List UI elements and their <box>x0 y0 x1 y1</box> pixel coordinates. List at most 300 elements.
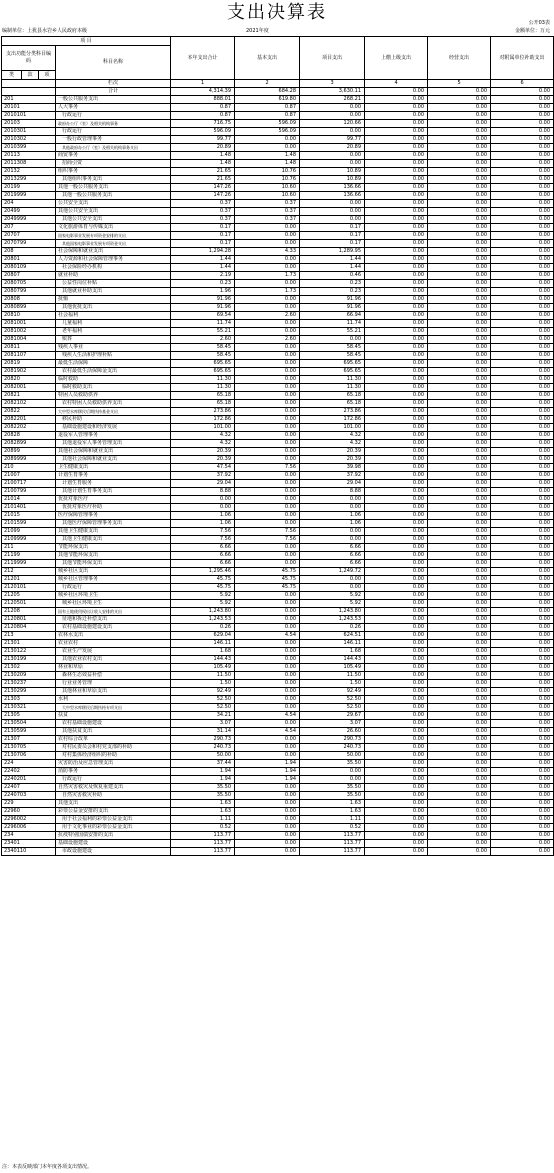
row-amount: 0.00 <box>428 848 491 856</box>
row-amount: 0.00 <box>428 160 491 168</box>
row-amount: 0.00 <box>235 608 300 616</box>
row-amount: 0.00 <box>491 616 554 624</box>
row-amount: 0.00 <box>491 600 554 608</box>
row-amount: 0.17 <box>171 240 235 248</box>
row-amount: 0.00 <box>428 592 491 600</box>
row-code: 2049999 <box>2 216 56 224</box>
row-amount: 0.00 <box>365 328 428 336</box>
row-amount: 0.00 <box>365 312 428 320</box>
row-amount: 35.50 <box>300 760 365 768</box>
row-amount: 0.00 <box>428 440 491 448</box>
row-subject: 自然灾害救灾及恢复重建支出 <box>56 784 171 792</box>
table-row <box>2 208 554 216</box>
row-amount: 26.60 <box>300 728 365 736</box>
row-amount: 5.92 <box>171 592 235 600</box>
row-code: 213 <box>2 632 56 640</box>
table-row <box>2 440 554 448</box>
row-amount: 0.00 <box>365 840 428 848</box>
row-amount: 0.00 <box>491 256 554 264</box>
row-amount: 0.00 <box>428 640 491 648</box>
row-amount: 136.66 <box>300 192 365 200</box>
row-amount: 695.65 <box>300 360 365 368</box>
row-amount: 0.00 <box>235 488 300 496</box>
row-subject: 其他政府办公厅（室）及相关机构事务支出 <box>56 144 171 152</box>
table-row <box>2 640 554 648</box>
row-amount: 0.00 <box>428 656 491 664</box>
row-amount: 20.39 <box>171 448 235 456</box>
row-amount: 0.00 <box>491 704 554 712</box>
row-amount: 0.00 <box>235 520 300 528</box>
table-row <box>2 104 554 112</box>
row-amount: 0.52 <box>300 824 365 832</box>
row-amount: 0.00 <box>365 624 428 632</box>
row-code: 2130706 <box>2 752 56 760</box>
row-amount: 0.00 <box>300 216 365 224</box>
row-code: 2120801 <box>2 616 56 624</box>
row-subject: 自然灾害救灾补助 <box>56 792 171 800</box>
table-row <box>2 832 554 840</box>
row-amount: 0.00 <box>235 848 300 856</box>
row-amount: 1.63 <box>171 800 235 808</box>
row-amount: 0.00 <box>428 552 491 560</box>
row-amount: 4.33 <box>235 248 300 256</box>
row-amount: 0.00 <box>300 104 365 112</box>
row-amount: 629.04 <box>171 632 235 640</box>
row-subject: 残疾人事业 <box>56 344 171 352</box>
row-amount: 0.00 <box>235 592 300 600</box>
row-amount: 0.00 <box>365 792 428 800</box>
table-row <box>2 152 554 160</box>
row-amount: 0.00 <box>365 576 428 584</box>
row-amount: 0.00 <box>365 272 428 280</box>
row-amount: 0.00 <box>428 672 491 680</box>
row-subject: 社会保险经办机构 <box>56 264 171 272</box>
row-code: 2089999 <box>2 456 56 464</box>
row-subject: 行政运行 <box>56 112 171 120</box>
row-amount: 0.00 <box>428 832 491 840</box>
row-amount: 0.00 <box>365 544 428 552</box>
row-amount: 0.00 <box>235 720 300 728</box>
row-subject: 行政运行 <box>56 128 171 136</box>
row-amount: 0.00 <box>491 496 554 504</box>
row-amount: 0.00 <box>365 120 428 128</box>
row-amount: 0.00 <box>300 536 365 544</box>
table-row <box>2 568 554 576</box>
row-amount: 0.00 <box>491 520 554 528</box>
row-amount: 0.37 <box>235 208 300 216</box>
row-amount: 0.00 <box>235 432 300 440</box>
row-amount: 1.63 <box>300 808 365 816</box>
row-amount: 0.00 <box>428 296 491 304</box>
row-amount: 0.00 <box>235 328 300 336</box>
row-amount: 0.00 <box>235 696 300 704</box>
row-amount: 147.26 <box>171 192 235 200</box>
row-amount: 0.00 <box>428 616 491 624</box>
header-subject-name: 科目名称 <box>56 46 171 80</box>
row-amount: 0.00 <box>491 792 554 800</box>
row-amount: 0.00 <box>428 752 491 760</box>
row-amount: 6.66 <box>171 560 235 568</box>
row-code: 23401 <box>2 840 56 848</box>
row-amount: 0.17 <box>171 232 235 240</box>
row-subject: 文化旅游体育与传媒支出 <box>56 224 171 232</box>
total-cell: 684.28 <box>235 88 300 96</box>
table-row <box>2 712 554 720</box>
row-amount: 0.00 <box>365 320 428 328</box>
row-code: 2100717 <box>2 480 56 488</box>
row-amount: 0.00 <box>235 496 300 504</box>
row-amount: 0.00 <box>235 456 300 464</box>
row-amount: 1.68 <box>171 648 235 656</box>
row-amount: 0.23 <box>171 280 235 288</box>
row-amount: 1,243.53 <box>300 616 365 624</box>
table-row <box>2 848 554 856</box>
row-code: 2019999 <box>2 192 56 200</box>
row-amount: 0.00 <box>365 352 428 360</box>
row-subject: 临时救助支出 <box>56 384 171 392</box>
header-func-code: 支出功能分类科目编码 <box>2 46 56 71</box>
row-amount: 0.00 <box>491 296 554 304</box>
row-subject: 对村集体经济组织的补助 <box>56 752 171 760</box>
row-amount: 0.00 <box>365 440 428 448</box>
row-amount: 0.00 <box>491 248 554 256</box>
table-row <box>2 496 554 504</box>
row-amount: 0.00 <box>235 240 300 248</box>
row-amount: 146.11 <box>171 640 235 648</box>
row-amount: 0.37 <box>171 208 235 216</box>
row-code: 2081902 <box>2 368 56 376</box>
row-code: 2010302 <box>2 136 56 144</box>
row-amount: 0.00 <box>365 224 428 232</box>
header-kind: 类 <box>2 71 22 80</box>
row-amount: 0.00 <box>365 368 428 376</box>
row-code: 21205 <box>2 592 56 600</box>
row-code: 2130237 <box>2 680 56 688</box>
row-subject: 优抚对象医疗 <box>56 496 171 504</box>
row-amount: 0.00 <box>235 824 300 832</box>
row-amount: 0.00 <box>491 112 554 120</box>
row-amount: 11.30 <box>171 376 235 384</box>
row-amount: 0.00 <box>235 320 300 328</box>
table-row <box>2 240 554 248</box>
row-amount: 1.48 <box>171 160 235 168</box>
row-subject: 消防事务 <box>56 768 171 776</box>
row-subject: 国家电影事业发展专项资金安排的支出 <box>56 232 171 240</box>
row-amount: 21.65 <box>171 176 235 184</box>
row-amount: 0.00 <box>491 568 554 576</box>
row-code: 20101 <box>2 104 56 112</box>
row-amount: 0.00 <box>491 128 554 136</box>
row-amount: 0.00 <box>365 344 428 352</box>
row-amount: 0.00 <box>428 528 491 536</box>
row-amount: 47.54 <box>171 464 235 472</box>
row-amount: 0.00 <box>365 232 428 240</box>
row-amount: 0.00 <box>365 800 428 808</box>
row-amount: 0.00 <box>428 688 491 696</box>
row-amount: 0.00 <box>235 808 300 816</box>
row-amount: 0.00 <box>491 648 554 656</box>
row-subject: 老年福利 <box>56 328 171 336</box>
row-subject: 政府办公厅（室）及相关机构事务 <box>56 120 171 128</box>
row-code: 22402 <box>2 768 56 776</box>
row-amount: 0.00 <box>491 464 554 472</box>
row-amount: 0.00 <box>491 320 554 328</box>
row-subject: 征地和拆迁补偿支出 <box>56 616 171 624</box>
table-row <box>2 448 554 456</box>
table-row <box>2 736 554 744</box>
table-row <box>2 216 554 224</box>
table-row <box>2 384 554 392</box>
year-label: 2021年度 <box>246 28 269 34</box>
row-amount: 0.00 <box>491 440 554 448</box>
table-row <box>2 576 554 584</box>
row-amount: 0.00 <box>365 496 428 504</box>
row-amount: 0.00 <box>365 184 428 192</box>
row-amount: 0.00 <box>491 840 554 848</box>
row-amount: 1.06 <box>300 512 365 520</box>
row-amount: 113.77 <box>171 832 235 840</box>
row-code: 20199 <box>2 184 56 192</box>
row-amount: 0.00 <box>428 432 491 440</box>
table-row <box>2 96 554 104</box>
row-amount: 1.48 <box>171 152 235 160</box>
row-amount: 0.00 <box>491 680 554 688</box>
row-amount: 0.00 <box>428 696 491 704</box>
row-amount: 0.00 <box>365 568 428 576</box>
row-amount: 0.00 <box>491 360 554 368</box>
row-amount: 0.87 <box>171 104 235 112</box>
row-amount: 0.00 <box>365 480 428 488</box>
row-amount: 0.00 <box>365 816 428 824</box>
row-amount: 0.00 <box>235 392 300 400</box>
row-amount: 6.66 <box>171 544 235 552</box>
row-code: 21099 <box>2 528 56 536</box>
row-amount: 0.00 <box>171 504 235 512</box>
row-subject: 卫生健康支出 <box>56 464 171 472</box>
header-subsidy: 对附属单位补助支出 <box>491 37 554 80</box>
row-amount: 34.21 <box>171 712 235 720</box>
row-amount: 0.00 <box>365 776 428 784</box>
table-row <box>2 408 554 416</box>
row-amount: 0.00 <box>491 656 554 664</box>
row-amount: 0.00 <box>491 544 554 552</box>
row-subject: 其他组织事务支出 <box>56 176 171 184</box>
row-amount: 0.00 <box>428 632 491 640</box>
row-amount: 0.00 <box>428 408 491 416</box>
row-amount: 0.00 <box>365 392 428 400</box>
row-amount: 1,295.46 <box>171 568 235 576</box>
row-amount: 0.00 <box>365 472 428 480</box>
col-label: 栏次 <box>56 80 171 88</box>
row-amount: 144.43 <box>300 656 365 664</box>
table-row <box>2 288 554 296</box>
row-amount: 0.00 <box>300 200 365 208</box>
row-subject: 其他公共安全支出 <box>56 208 171 216</box>
row-amount: 0.00 <box>235 784 300 792</box>
row-code: 21303 <box>2 696 56 704</box>
row-code: 20132 <box>2 168 56 176</box>
row-code: 210 <box>2 464 56 472</box>
row-amount: 0.00 <box>428 520 491 528</box>
row-amount: 0.00 <box>235 688 300 696</box>
row-amount: 1,294.28 <box>171 248 235 256</box>
header-sub: 项 <box>39 71 56 80</box>
row-amount: 0.00 <box>491 376 554 384</box>
row-amount: 0.00 <box>235 416 300 424</box>
row-code: 2130299 <box>2 688 56 696</box>
row-code: 20499 <box>2 208 56 216</box>
row-subject: 一般公共服务支出 <box>56 96 171 104</box>
row-amount: 0.00 <box>365 848 428 856</box>
row-code: 2240703 <box>2 792 56 800</box>
row-amount: 52.50 <box>171 696 235 704</box>
row-subject: 节能环保支出 <box>56 544 171 552</box>
row-amount: 1.94 <box>235 768 300 776</box>
row-amount: 0.00 <box>428 232 491 240</box>
table-row <box>2 704 554 712</box>
row-code: 211 <box>2 544 56 552</box>
row-amount: 0.00 <box>235 376 300 384</box>
row-amount: 0.00 <box>365 144 428 152</box>
row-amount: 0.17 <box>300 232 365 240</box>
row-amount: 20.89 <box>300 144 365 152</box>
row-amount: 0.00 <box>300 160 365 168</box>
row-subject: 计划生育事务 <box>56 472 171 480</box>
row-amount: 0.00 <box>428 120 491 128</box>
row-amount: 0.00 <box>235 624 300 632</box>
row-subject: 农林水支出 <box>56 632 171 640</box>
row-subject: 城乡社区支出 <box>56 568 171 576</box>
row-amount: 0.00 <box>235 640 300 648</box>
row-code: 21305 <box>2 712 56 720</box>
row-amount: 0.00 <box>235 424 300 432</box>
row-amount: 0.00 <box>235 512 300 520</box>
table-row <box>2 328 554 336</box>
row-amount: 11.74 <box>171 320 235 328</box>
row-amount: 0.00 <box>235 480 300 488</box>
row-amount: 0.00 <box>491 816 554 824</box>
row-subject: 大中型水库移民后期扶持基金支出 <box>56 408 171 416</box>
row-amount: 0.00 <box>491 552 554 560</box>
row-amount: 0.00 <box>491 512 554 520</box>
row-amount: 4.32 <box>300 440 365 448</box>
row-amount: 20.39 <box>300 448 365 456</box>
row-amount: 113.77 <box>171 840 235 848</box>
row-amount: 0.00 <box>235 600 300 608</box>
row-amount: 888.01 <box>171 96 235 104</box>
row-amount: 0.26 <box>171 624 235 632</box>
idx-4: 4 <box>365 80 428 88</box>
row-amount: 0.00 <box>365 760 428 768</box>
row-amount: 0.00 <box>235 656 300 664</box>
row-subject: 招商引资 <box>56 160 171 168</box>
row-amount: 0.00 <box>491 808 554 816</box>
row-subject: 其他就业补助支出 <box>56 288 171 296</box>
row-code: 21307 <box>2 736 56 744</box>
table-row <box>2 120 554 128</box>
row-amount: 45.75 <box>235 576 300 584</box>
row-amount: 0.00 <box>491 152 554 160</box>
row-amount: 147.26 <box>171 184 235 192</box>
table-row <box>2 504 554 512</box>
row-code: 21007 <box>2 472 56 480</box>
row-subject: 其他林业和草原支出 <box>56 688 171 696</box>
row-code: 20828 <box>2 432 56 440</box>
total-cell: 0.00 <box>428 88 491 96</box>
row-subject: 公共安全支出 <box>56 200 171 208</box>
row-amount: 45.75 <box>171 584 235 592</box>
row-amount: 1.11 <box>300 816 365 824</box>
row-amount: 0.00 <box>300 768 365 776</box>
row-subject: 优抚对象医疗补助 <box>56 504 171 512</box>
row-amount: 0.00 <box>491 424 554 432</box>
row-amount: 0.00 <box>491 416 554 424</box>
table-row <box>2 632 554 640</box>
row-amount: 4.32 <box>171 440 235 448</box>
table-row <box>2 144 554 152</box>
row-amount: 91.96 <box>171 304 235 312</box>
row-amount: 0.26 <box>300 624 365 632</box>
table-row <box>2 672 554 680</box>
row-amount: 0.00 <box>491 448 554 456</box>
row-code: 20899 <box>2 448 56 456</box>
row-amount: 0.37 <box>171 200 235 208</box>
row-code: 2013299 <box>2 176 56 184</box>
row-amount: 0.00 <box>428 128 491 136</box>
row-amount: 1.63 <box>171 808 235 816</box>
row-amount: 10.89 <box>300 176 365 184</box>
table-row <box>2 312 554 320</box>
row-amount: 3.07 <box>171 720 235 728</box>
total-cell: 3,630.11 <box>300 88 365 96</box>
row-amount: 172.86 <box>171 416 235 424</box>
row-amount: 0.00 <box>491 688 554 696</box>
table-row <box>2 664 554 672</box>
row-amount: 0.00 <box>300 128 365 136</box>
row-amount: 0.00 <box>365 296 428 304</box>
row-subject: 其他扶贫支出 <box>56 728 171 736</box>
row-amount: 0.00 <box>300 584 365 592</box>
row-amount: 10.76 <box>235 176 300 184</box>
row-code: 2130599 <box>2 728 56 736</box>
row-subject: 大中型水库移民后期扶持专项支出 <box>56 704 171 712</box>
row-code: 2130199 <box>2 656 56 664</box>
row-amount: 35.50 <box>300 792 365 800</box>
row-amount: 0.00 <box>428 256 491 264</box>
table-row <box>2 136 554 144</box>
row-amount: 37.92 <box>171 472 235 480</box>
row-amount: 0.00 <box>428 760 491 768</box>
row-amount: 0.00 <box>235 144 300 152</box>
row-amount: 0.17 <box>300 240 365 248</box>
table-row <box>2 808 554 816</box>
row-amount: 146.11 <box>300 640 365 648</box>
row-amount: 5.92 <box>300 592 365 600</box>
row-amount: 0.00 <box>428 544 491 552</box>
row-amount: 0.00 <box>365 688 428 696</box>
table-row <box>2 176 554 184</box>
row-subject: 行政运行 <box>56 584 171 592</box>
row-amount: 0.00 <box>428 368 491 376</box>
table-row <box>2 280 554 288</box>
row-amount: 0.00 <box>491 432 554 440</box>
row-code: 2101599 <box>2 520 56 528</box>
table-row <box>2 368 554 376</box>
row-amount: 0.00 <box>491 472 554 480</box>
row-amount: 29.04 <box>171 480 235 488</box>
row-amount: 1.50 <box>171 680 235 688</box>
row-amount: 0.00 <box>491 456 554 464</box>
